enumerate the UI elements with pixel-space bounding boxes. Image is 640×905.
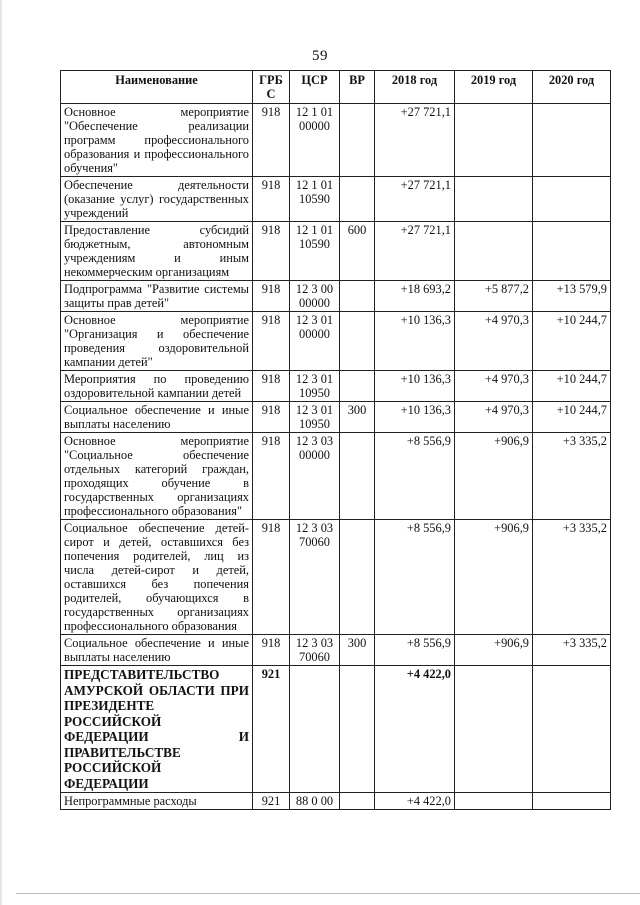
row-name: Социальное обеспечение и иные выплаты населению	[61, 635, 253, 666]
row-2020	[533, 666, 611, 793]
table-row	[61, 312, 611, 371]
header-name: Наименование	[61, 71, 253, 104]
row-vr	[340, 793, 375, 810]
row-vr	[340, 666, 375, 793]
row-grbs: 918	[253, 433, 290, 520]
row-vr	[340, 312, 375, 371]
row-csr: 12 3 01 00000	[290, 312, 340, 371]
row-csr: 88 0 00	[290, 793, 340, 810]
table-row	[61, 281, 611, 312]
row-2019	[455, 222, 533, 281]
row-2018: +27 721,1	[375, 177, 455, 222]
row-2020: +13 579,9	[533, 281, 611, 312]
row-2020: +3 335,2	[533, 635, 611, 666]
row-grbs: 921	[253, 666, 290, 793]
row-csr: 12 1 01 10590	[290, 222, 340, 281]
row-csr: 12 1 01 10590	[290, 177, 340, 222]
row-name: Социальное обеспечение и иные выплаты населению	[61, 402, 253, 433]
row-2019: +4 970,3	[455, 402, 533, 433]
row-vr: 600	[340, 222, 375, 281]
row-name: Социальное обеспечение детей-сирот и детей, оставшихся без попечения родителей, лиц из числа детей-сирот и детей, оставшихся без попечения родителей, обучающихся в государственных организациях профессионального образования	[61, 520, 253, 635]
row-csr: 12 3 03 70060	[290, 635, 340, 666]
row-csr	[290, 666, 340, 793]
row-csr: 12 3 00 00000	[290, 281, 340, 312]
row-name: ПРЕДСТАВИТЕЛЬСТВО АМУРСКОЙ ОБЛАСТИ ПРИ ПРЕЗИДЕНТЕ РОССИЙСКОЙ ФЕДЕРАЦИИ И ПРАВИТЕЛЬСТВЕ РОССИЙСКОЙ ФЕДЕРАЦИИ	[61, 666, 253, 793]
table-header-row	[61, 71, 611, 104]
row-grbs: 918	[253, 402, 290, 433]
row-2018: +8 556,9	[375, 433, 455, 520]
row-2019: +906,9	[455, 433, 533, 520]
page-number: 59	[312, 48, 328, 64]
row-2018: +27 721,1	[375, 222, 455, 281]
row-grbs: 918	[253, 104, 290, 177]
row-2019: +5 877,2	[455, 281, 533, 312]
row-csr: 12 3 01 10950	[290, 402, 340, 433]
row-2020: +3 335,2	[533, 433, 611, 520]
row-2019	[455, 793, 533, 810]
row-2019	[455, 666, 533, 793]
row-2019	[455, 177, 533, 222]
row-grbs: 918	[253, 222, 290, 281]
row-vr: 300	[340, 402, 375, 433]
row-2018: +10 136,3	[375, 371, 455, 402]
table-row	[61, 371, 611, 402]
scan-edge	[0, 0, 2, 905]
row-name: Основное мероприятие "Организация и обеспечение проведения оздоровительной кампании детей"	[61, 312, 253, 371]
row-2019: +906,9	[455, 520, 533, 635]
header-2018: 2018 год	[375, 71, 455, 104]
row-name: Обеспечение деятельности (оказание услуг) государственных учреждений	[61, 177, 253, 222]
row-2019: +906,9	[455, 635, 533, 666]
row-2018: +4 422,0	[375, 793, 455, 810]
row-grbs: 918	[253, 312, 290, 371]
row-name: Подпрограмма "Развитие системы защиты прав детей"	[61, 281, 253, 312]
table-row	[61, 222, 611, 281]
row-grbs: 918	[253, 371, 290, 402]
row-2018: +18 693,2	[375, 281, 455, 312]
row-vr	[340, 104, 375, 177]
row-2018: +10 136,3	[375, 402, 455, 433]
row-vr	[340, 520, 375, 635]
row-2018: +4 422,0	[375, 666, 455, 793]
table-row	[61, 402, 611, 433]
row-grbs: 921	[253, 793, 290, 810]
row-2018: +27 721,1	[375, 104, 455, 177]
row-name: Основное мероприятие "Социальное обеспечение отдельных категорий граждан, проходящих обучение в государственных организациях профессионального образования"	[61, 433, 253, 520]
row-grbs: 918	[253, 520, 290, 635]
row-2020	[533, 793, 611, 810]
row-csr: 12 1 01 00000	[290, 104, 340, 177]
row-vr	[340, 371, 375, 402]
row-vr	[340, 433, 375, 520]
table-row	[61, 520, 611, 635]
row-2020	[533, 222, 611, 281]
table-row	[61, 104, 611, 177]
row-grbs: 918	[253, 177, 290, 222]
row-csr: 12 3 01 10950	[290, 371, 340, 402]
row-grbs: 918	[253, 635, 290, 666]
row-2019: +4 970,3	[455, 371, 533, 402]
table-row	[61, 177, 611, 222]
row-2018: +10 136,3	[375, 312, 455, 371]
header-2020: 2020 год	[533, 71, 611, 104]
header-vr: ВР	[340, 71, 375, 104]
header-csr: ЦСР	[290, 71, 340, 104]
row-2020	[533, 104, 611, 177]
row-csr: 12 3 03 70060	[290, 520, 340, 635]
row-vr: 300	[340, 635, 375, 666]
table-row	[61, 433, 611, 520]
row-2019: +4 970,3	[455, 312, 533, 371]
row-2020: +3 335,2	[533, 520, 611, 635]
row-2020: +10 244,7	[533, 312, 611, 371]
row-grbs: 918	[253, 281, 290, 312]
row-2020: +10 244,7	[533, 371, 611, 402]
table-row	[61, 635, 611, 666]
header-2019: 2019 год	[455, 71, 533, 104]
row-2018: +8 556,9	[375, 635, 455, 666]
budget-table	[60, 70, 611, 810]
row-2018: +8 556,9	[375, 520, 455, 635]
header-grbs: ГРБ С	[253, 71, 290, 104]
row-name: Непрограммные расходы	[61, 793, 253, 810]
row-name: Мероприятия по проведению оздоровительной кампании детей	[61, 371, 253, 402]
table-row	[61, 793, 611, 810]
row-vr	[340, 281, 375, 312]
row-name: Предоставление субсидий бюджетным, автономным учреждениям и иным некоммерческим организациям	[61, 222, 253, 281]
row-2019	[455, 104, 533, 177]
table-row-department	[61, 666, 611, 793]
row-name: Основное мероприятие "Обеспечение реализации программ профессионального образования и профессионального обучения"	[61, 104, 253, 177]
row-vr	[340, 177, 375, 222]
row-2020: +10 244,7	[533, 402, 611, 433]
scan-bottom-edge	[16, 893, 640, 894]
row-csr: 12 3 03 00000	[290, 433, 340, 520]
row-2020	[533, 177, 611, 222]
